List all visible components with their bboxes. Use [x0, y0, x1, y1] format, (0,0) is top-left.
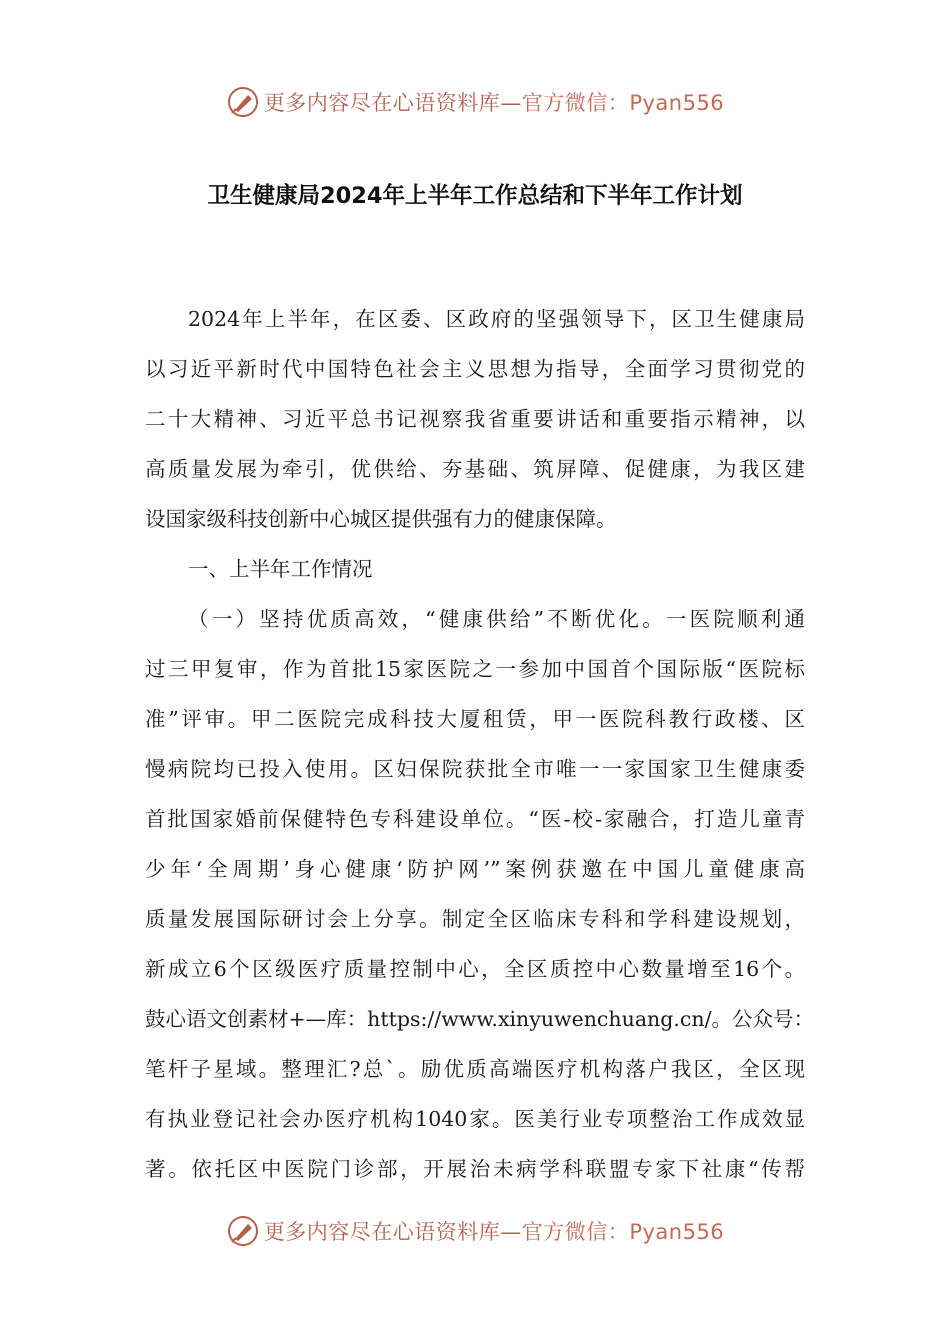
paragraph-line: 高质量发展为牵引，优供给、夯基础、筑屏障、促健康，为我区建	[145, 457, 805, 481]
section-heading: 一、上半年工作情况	[188, 557, 373, 581]
paragraph-line: 二十大精神、习近平总书记视察我省重要讲话和重要指示精神，以	[145, 407, 805, 431]
pen-nib-logo-icon	[226, 1214, 260, 1248]
paragraph-line: 质量发展国际研讨会上分享。制定全区临床专科和学科建设规划，	[145, 907, 805, 931]
paragraph-line: 笔杆子星域。整理汇?总`。励优质高端医疗机构落户我区，全区现	[145, 1057, 805, 1081]
paragraph-line: 以习近平新时代中国特色社会主义思想为指导，全面学习贯彻党的	[145, 357, 805, 381]
document-title: 卫生健康局2024年上半年工作总结和下半年工作计划	[207, 183, 743, 209]
banner-text: 更多内容尽在心语资料库—官方微信：Pyan556	[263, 91, 725, 115]
banner-text: 更多内容尽在心语资料库—官方微信：Pyan556	[263, 1220, 725, 1244]
paragraph-line: （一）坚持优质高效，“健康供给”不断优化。一医院顺利通	[188, 607, 805, 631]
paragraph-line: 新成立6个区级医疗质量控制中心，全区质控中心数量增至16个。	[145, 957, 805, 981]
paragraph-line: 2024年上半年，在区委、区政府的坚强领导下，区卫生健康局	[188, 307, 805, 331]
document-body	[145, 297, 814, 1197]
paragraph-line: 准”评审。甲二医院完成科技大厦租赁，甲一医院科教行政楼、区	[145, 707, 805, 731]
header-banner	[0, 82, 950, 122]
paragraph-line: 慢病院均已投入使用。区妇保院获批全市唯一一家国家卫生健康委	[145, 757, 805, 781]
pen-nib-logo-icon	[226, 85, 260, 119]
paragraph-line: 有执业登记社会办医疗机构1040家。医美行业专项整治工作成效显	[145, 1107, 805, 1131]
paragraph-line: 首批国家婚前保健特色专科建设单位。“医-校-家融合，打造儿童青	[145, 807, 805, 831]
paragraph-line: 著。依托区中医院门诊部，开展治未病学科联盟专家下社康“传帮	[145, 1157, 805, 1181]
paragraph-line: 少年‘全周期’身心健康‘防护网’”案例获邀在中国儿童健康高	[145, 857, 805, 881]
paragraph-line: 设国家级科技创新中心城区提供强有力的健康保障。	[145, 507, 617, 531]
footer-banner	[0, 1211, 950, 1251]
paragraph-line: 鼓心语文创素材+—库：https://www.xinyuwenchuang.cn/。公众号：	[145, 1007, 814, 1031]
paragraph-line: 过三甲复审，作为首批15家医院之一参加中国首个国际版“医院标	[145, 657, 805, 681]
